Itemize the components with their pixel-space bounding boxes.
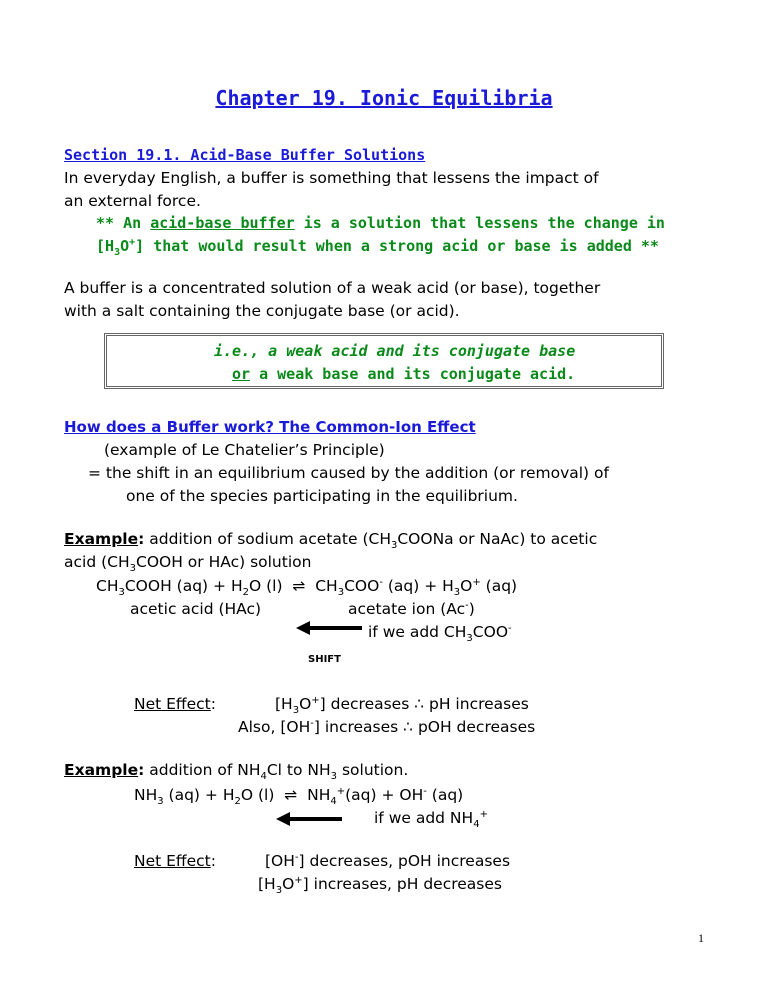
buffer-definition-2: with a salt containing the conjugate base (or acid). bbox=[64, 302, 460, 320]
common-ion-heading: How does a Buffer work? The Common-Ion Effect bbox=[64, 418, 476, 436]
acetate-ion-label: acetate ion (Ac-) bbox=[348, 599, 475, 618]
shift-arrow-2 bbox=[276, 811, 344, 827]
example1-net-1: $[H_3O^+]$ decreases ∴ pH increases bbox=[275, 694, 529, 717]
chapter-title: Chapter 19. Ionic Equilibria bbox=[215, 86, 553, 110]
equilibrium-arrow: ⇌ bbox=[292, 577, 306, 595]
example1-line-2: acid ($CH_3COOH$ or HAc) solution bbox=[64, 553, 312, 575]
page-number: 1 bbox=[698, 931, 704, 945]
example1-equation: $CH_3COOH$ $(aq) + H_2O$ (l) ⇌ $CH_3COO^-$ $(aq) + H_3O^+$ (aq) bbox=[96, 576, 518, 599]
common-ion-line-1: (example of Le Chatelier’s Principle) bbox=[104, 441, 385, 459]
shift-label: SHIFT bbox=[308, 654, 341, 665]
box-line-2: or a weak base and its conjugate acid. bbox=[232, 365, 576, 383]
example2-net-1: [OH-] decreases, pOH increases bbox=[265, 851, 511, 870]
example2-equation: $NH_3$ $(aq) + H_2O$ (l) ⇌ $NH_4^+(aq) + OH^-$ (aq) bbox=[134, 785, 464, 808]
box-line-1: i.e., a weak acid and its conjugate base bbox=[214, 342, 576, 360]
acetic-acid-label: acetic acid (HAc) bbox=[130, 600, 262, 618]
common-ion-line-2: = the shift in an equilibrium caused by the addition (or removal) of bbox=[88, 464, 609, 482]
intro-line-2: an external force. bbox=[64, 192, 201, 210]
example2-add-label: if we add $NH_4^+$ bbox=[374, 808, 488, 831]
example1-line-1: Example: addition of sodium acetate ($CH_3COONa$ or NaAc) to acetic bbox=[64, 530, 598, 552]
example2-net-label: Net Effect: bbox=[134, 852, 216, 870]
highlight-line-2: $[H_3O^+]$ that would result when a strong acid or base is added ** bbox=[96, 237, 659, 258]
example2-line-1: Example: addition of $NH_4Cl$ to $NH_3$ solution. bbox=[64, 761, 409, 783]
example1-net-label: Net Effect: bbox=[134, 695, 216, 713]
common-ion-line-3: one of the species participating in the equilibrium. bbox=[126, 487, 518, 505]
buffer-definition-1: A buffer is a concentrated solution of a weak acid (or base), together bbox=[64, 279, 601, 297]
example1-add-label: if we add $CH_3COO^-$ bbox=[368, 622, 512, 645]
intro-line-1: In everyday English, a buffer is something that lessens the impact of bbox=[64, 169, 599, 187]
example2-net-2: $[H_3O^+]$ increases, pH decreases bbox=[258, 874, 502, 897]
equilibrium-arrow-2: ⇌ bbox=[284, 786, 298, 804]
highlight-line-1: ** An acid-base buffer is a solution that lessens the change in bbox=[96, 214, 665, 232]
section-heading: Section 19.1. Acid-Base Buffer Solutions bbox=[64, 146, 426, 164]
example1-net-2: Also, [OH-] increases ∴ pOH decreases bbox=[238, 717, 536, 736]
shift-arrow bbox=[296, 620, 364, 636]
